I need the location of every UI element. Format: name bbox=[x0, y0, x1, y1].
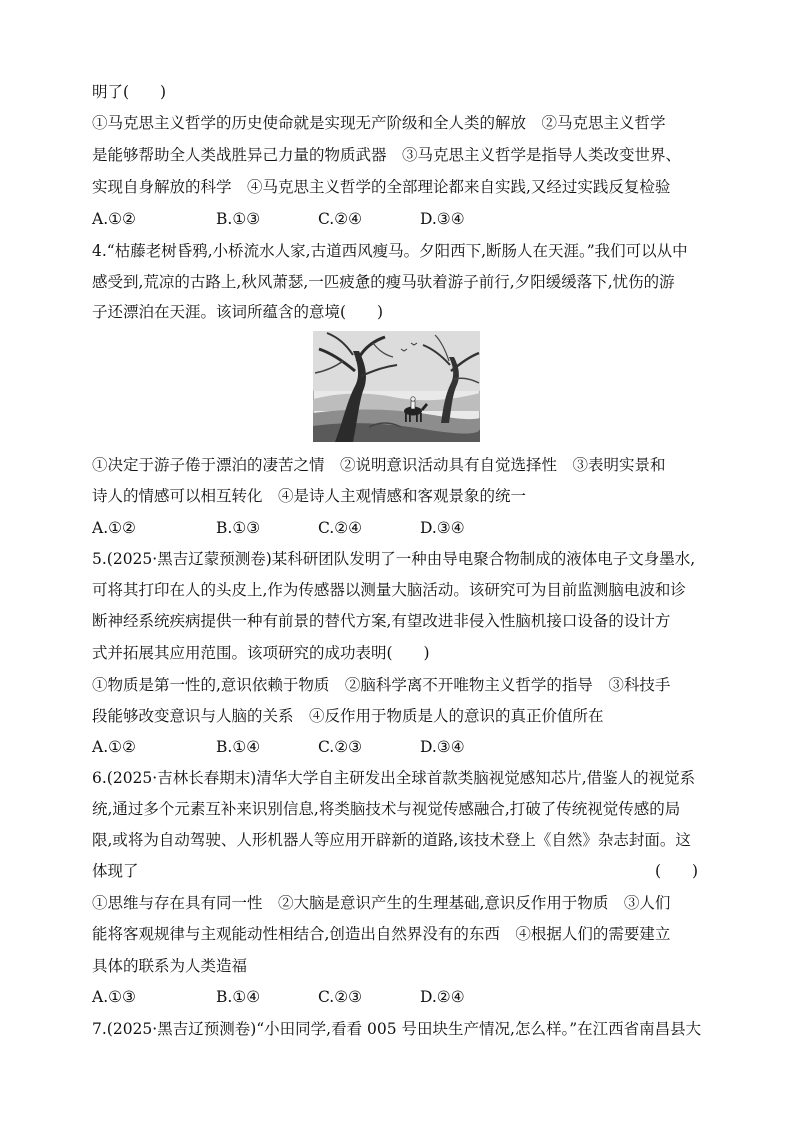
q6-option-line-2: 能将客观规律与主观能动性相结合,创造出自然界没有的东西 ④根据人们的需要建立 bbox=[92, 925, 671, 943]
q4-option-line-1: ①决定于游子倦于漂泊的凄苦之情 ②说明意识活动具有自觉选择性 ③表明实景和 bbox=[92, 456, 666, 474]
q6-stem-line-1: 6.(2025·吉林长春期末)清华大学自主研发出全球首款类脑视觉感知芯片,借鉴人的视觉系 bbox=[92, 769, 696, 787]
q3-stem-tail: 明了( ) bbox=[92, 83, 167, 101]
q4-stem-line-2: 感受到,荒凉的古路上,秋风萧瑟,一匹疲惫的瘦马驮着游子前行,夕阳缓缓落下,忧伤的游 bbox=[92, 273, 675, 291]
q4-choice-a[interactable]: A.①② bbox=[92, 519, 136, 537]
q4-choice-b[interactable]: B.①③ bbox=[216, 519, 261, 537]
q3-option-line-1: ①马克思主义哲学的历史使命就是实现无产阶级和全人类的解放 ②马克思主义哲学 bbox=[92, 114, 666, 132]
q6-stem-line-3: 限,或将为自动驾驶、人形机器人等应用开辟新的道路,该技术登上《自然》杂志封面。这 bbox=[92, 831, 691, 849]
q6-stem-line-2: 统,通过多个元素互补来识别信息,将类脑技术与视觉传感融合,打破了传统视觉传感的局 bbox=[92, 800, 681, 818]
q5-choice-c[interactable]: C.②③ bbox=[318, 738, 363, 756]
q5-choice-a[interactable]: A.①② bbox=[92, 738, 136, 756]
q5-stem-line-3: 断神经系统疾病提供一种有前景的替代方案,有望改进非侵入性脑机接口设备的设计方 bbox=[92, 612, 671, 630]
q3-choice-c[interactable]: C.②④ bbox=[318, 210, 363, 228]
q4-stem-line-3: 子还漂泊在天涯。该词所蕴含的意境( ) bbox=[92, 303, 384, 321]
q4-choice-c[interactable]: C.②④ bbox=[318, 519, 363, 537]
q5-choice-d[interactable]: D.③④ bbox=[420, 738, 465, 756]
q5-option-line-2: 段能够改变意识与人脑的关系 ④反作用于物质是人的意识的真正价值所在 bbox=[92, 707, 604, 725]
q3-choice-a[interactable]: A.①② bbox=[92, 210, 136, 228]
q5-stem-line-2: 可将其打印在人的头皮上,作为传感器以测量大脑活动。该研究可为目前监测脑电波和诊 bbox=[92, 581, 686, 599]
q6-choice-a[interactable]: A.①③ bbox=[92, 988, 136, 1006]
q3-option-line-2: 是能够帮助全人类战胜异己力量的物质武器 ③马克思主义哲学是指导人类改变世界、 bbox=[92, 146, 682, 164]
q3-choice-b[interactable]: B.①③ bbox=[216, 210, 261, 228]
q6-answer-blank: ( ) bbox=[655, 862, 699, 880]
q4-option-line-2: 诗人的情感可以相互转化 ④是诗人主观情感和客观景象的统一 bbox=[92, 487, 527, 505]
q6-option-line-1: ①思维与存在具有同一性 ②大脑是意识产生的生理基础,意识反作用于物质 ③人们 bbox=[92, 894, 671, 912]
q3-option-line-3: 实现自身解放的科学 ④马克思主义哲学的全部理论都来自实践,又经过实践反复检验 bbox=[92, 178, 671, 196]
q5-option-line-1: ①物质是第一性的,意识依赖于物质 ②脑科学离不开唯物主义哲学的指导 ③科技手 bbox=[92, 676, 671, 694]
q5-stem-line-4: 式并拓展其应用范围。该项研究的成功表明( ) bbox=[92, 644, 430, 662]
q4-stem-line-1: 4.“枯藤老树昏鸦,小桥流水人家,古道西风瘦马。夕阳西下,断肠人在天涯。”我们可以从中 bbox=[92, 242, 688, 260]
q6-choice-c[interactable]: C.②③ bbox=[318, 988, 363, 1006]
q3-choice-d[interactable]: D.③④ bbox=[420, 210, 465, 228]
q5-stem-line-1: 5.(2025·黑吉辽蒙预测卷)某科研团队发明了一种由导电聚合物制成的液体电子文身墨水, bbox=[92, 550, 696, 568]
q7-stem-line-1: 7.(2025·黑吉辽预测卷)“小田同学,看看 005 号田块生产情况,怎么样。”在江西省南昌县大 bbox=[92, 1020, 702, 1038]
q4-choice-d[interactable]: D.③④ bbox=[420, 519, 465, 537]
q6-option-line-3: 具体的联系为人类造福 bbox=[92, 957, 248, 975]
q6-stem-line-4: 体现了 bbox=[92, 862, 139, 880]
q5-choice-b[interactable]: B.①④ bbox=[216, 738, 261, 756]
q6-choice-b[interactable]: B.①④ bbox=[216, 988, 261, 1006]
landscape-illustration bbox=[313, 331, 480, 442]
q6-choice-d[interactable]: D.②④ bbox=[420, 988, 465, 1006]
